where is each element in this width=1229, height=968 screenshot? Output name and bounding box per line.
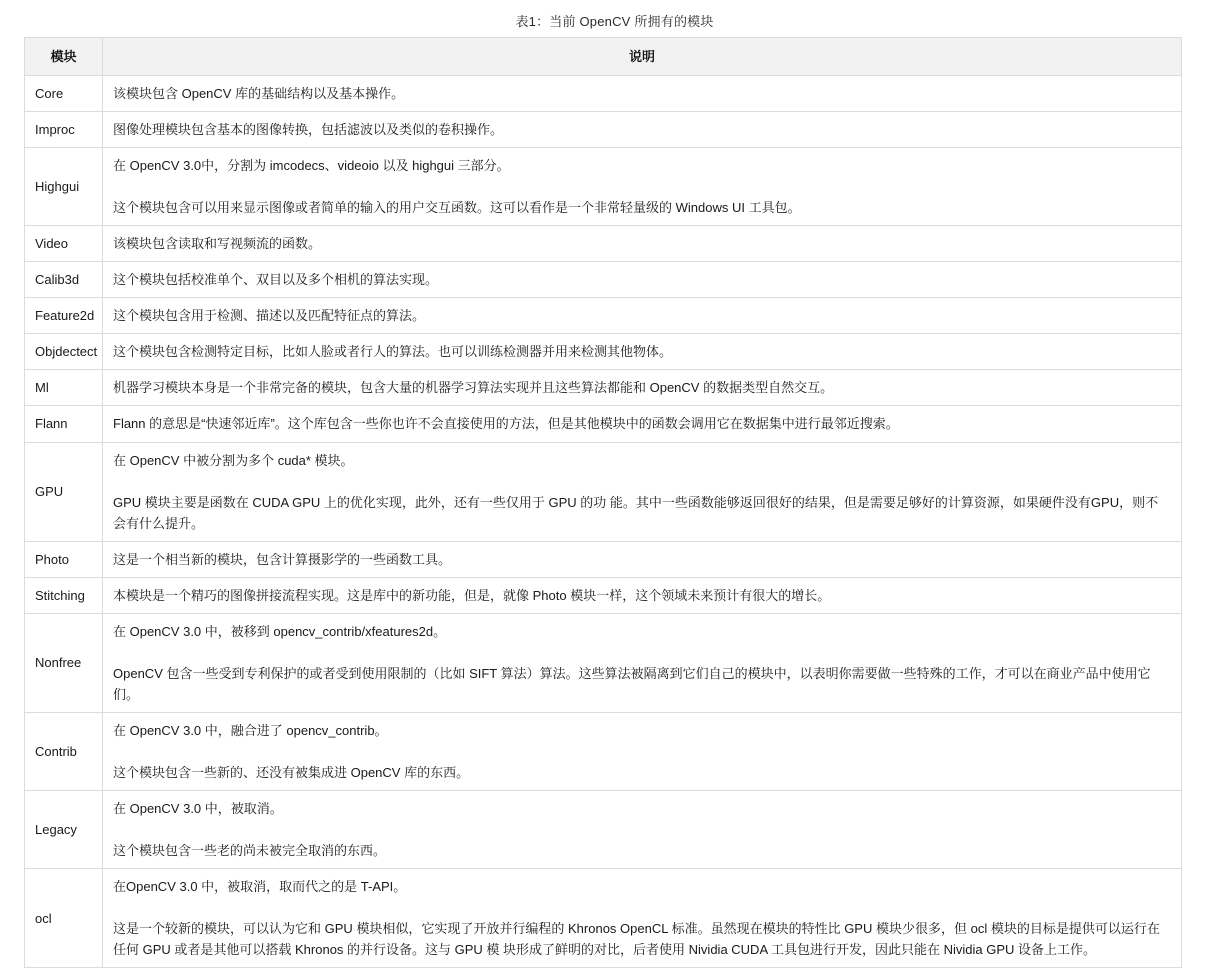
description-paragraph: GPU 模块主要是函数在 CUDA GPU 上的优化实现，此外，还有一些仅用于 GPU 的功 能。其中一些函数能够返回很好的结果，但是需要足够好的计算资源，如果硬件没有GPU，则不会有什么提升。: [113, 494, 1159, 531]
description-paragraph: 在OpenCV 3.0 中，被取消，取而代之的是 T-API。: [113, 879, 407, 895]
table-row: [25, 262, 1182, 298]
module-name-cell: Legacy: [25, 790, 103, 868]
module-description-cell: [103, 112, 1182, 148]
description-paragraph: 这个模块包含一些新的、还没有被集成进 OpenCV 库的东西。: [113, 764, 470, 780]
module-name-cell: Ml: [25, 370, 103, 406]
column-header-description: 说明: [103, 38, 1182, 76]
table-row: [25, 790, 1182, 868]
table-row: [25, 334, 1182, 370]
column-header-module: 模块: [25, 38, 103, 76]
module-name-cell: ocl: [25, 869, 103, 968]
module-description-cell: [103, 298, 1182, 334]
description-paragraph: 在 OpenCV 3.0 中，被移到 opencv_contrib/xfeatures2d。: [113, 623, 447, 639]
description-paragraph: 这是一个较新的模块，可以认为它和 GPU 模块相似，它实现了开放并行编程的 Khronos OpenCL 标准。虽然现在模块的特性比 GPU 模块少很多，但 ocl 模块的目标是提供可以运行在任何 GPU 或者是其他可以搭载 Khronos 的并行设备。这与 GPU 模 块形成了鲜明的对比，后者使用 Nividia CUDA 工具包进行开发，因此只能在 Nividia GPU 设备上工作。: [113, 921, 1160, 958]
opencv-modules-table: [24, 37, 1182, 968]
module-description-cell: [103, 613, 1182, 712]
module-name-cell: Objdectect: [25, 334, 103, 370]
table-row: [25, 370, 1182, 406]
module-name-cell: Contrib: [25, 712, 103, 790]
module-description-cell: [103, 577, 1182, 613]
module-description-cell: [103, 334, 1182, 370]
table-row: [25, 76, 1182, 112]
module-description-cell: [103, 712, 1182, 790]
module-description-cell: [103, 370, 1182, 406]
description-paragraph: 这个模块包含用于检测、描述以及匹配特征点的算法。: [113, 308, 426, 324]
description-paragraph: 在 OpenCV 3.0 中，融合进了 opencv_contrib。: [113, 722, 388, 738]
module-name-cell: Flann: [25, 406, 103, 442]
table-header: [25, 38, 1182, 76]
table-row: [25, 112, 1182, 148]
module-description-cell: [103, 76, 1182, 112]
description-paragraph: Flann 的意思是“快速邻近库”。这个库包含一些你也许不会直接使用的方法，但是其他模块中的函数会调用它在数据集中进行最邻近搜索。: [113, 416, 899, 432]
table-row: [25, 577, 1182, 613]
table-row: [25, 226, 1182, 262]
table-caption: 表1：当前 OpenCV 所拥有的模块: [515, 14, 714, 29]
description-paragraph: 图像处理模块包含基本的图像转换，包括滤波以及类似的卷积操作。: [113, 122, 504, 138]
description-paragraph: 在 OpenCV 中被分割为多个 cuda* 模块。: [113, 452, 354, 468]
module-description-cell: [103, 541, 1182, 577]
module-description-cell: [103, 790, 1182, 868]
table-row: [25, 541, 1182, 577]
description-paragraph: 在 OpenCV 3.0中，分割为 imcodecs、videoio 以及 highgui 三部分。: [113, 158, 510, 174]
table-body: [25, 76, 1182, 968]
description-paragraph: 这个模块包含一些老的尚未被完全取消的东西。: [113, 843, 387, 859]
module-name-cell: Video: [25, 226, 103, 262]
module-name-cell: Improc: [25, 112, 103, 148]
table-row: [25, 869, 1182, 968]
module-description-cell: [103, 406, 1182, 442]
module-name-cell: Photo: [25, 541, 103, 577]
table-row: [25, 406, 1182, 442]
description-paragraph: 这个模块包括校准单个、双目以及多个相机的算法实现。: [113, 272, 439, 288]
table-header-row: [25, 38, 1182, 76]
module-name-cell: Stitching: [25, 577, 103, 613]
module-name-cell: Nonfree: [25, 613, 103, 712]
table-row: [25, 148, 1182, 226]
module-name-cell: Calib3d: [25, 262, 103, 298]
description-paragraph: 该模块包含 OpenCV 库的基础结构以及基本操作。: [113, 86, 405, 102]
table-row: [25, 613, 1182, 712]
description-paragraph: 机器学习模块本身是一个非常完备的模块，包含大量的机器学习算法实现并且这些算法都能和 OpenCV 的数据类型自然交互。: [113, 380, 834, 396]
module-name-cell: GPU: [25, 442, 103, 541]
description-paragraph: 这个模块包含检测特定目标，比如人脸或者行人的算法。也可以训练检测器并用来检测其他物体。: [113, 344, 673, 360]
description-paragraph: 在 OpenCV 3.0 中，被取消。: [113, 800, 283, 816]
module-name-cell: Core: [25, 76, 103, 112]
module-description-cell: [103, 262, 1182, 298]
description-paragraph: 这是一个相当新的模块，包含计算摄影学的一些函数工具。: [113, 551, 452, 567]
table-row: [25, 442, 1182, 541]
module-name-cell: Highgui: [25, 148, 103, 226]
module-description-cell: [103, 148, 1182, 226]
module-description-cell: [103, 442, 1182, 541]
table-row: [25, 298, 1182, 334]
description-paragraph: 本模块是一个精巧的图像拼接流程实现。这是库中的新功能，但是，就像 Photo 模块一样，这个领域未来预计有很大的增长。: [113, 587, 831, 603]
module-name-cell: Feature2d: [25, 298, 103, 334]
module-description-cell: [103, 869, 1182, 968]
description-paragraph: 该模块包含读取和写视频流的函数。: [113, 236, 322, 252]
description-paragraph: OpenCV 包含一些受到专利保护的或者受到使用限制的（比如 SIFT 算法）算法。这些算法被隔离到它们自己的模块中，以表明你需要做一些特殊的工作，才可以在商业产品中使用它们。: [113, 665, 1151, 702]
module-description-cell: [103, 226, 1182, 262]
table-row: [25, 712, 1182, 790]
description-paragraph: 这个模块包含可以用来显示图像或者简单的输入的用户交互函数。这可以看作是一个非常轻量级的 Windows UI 工具包。: [113, 200, 801, 216]
